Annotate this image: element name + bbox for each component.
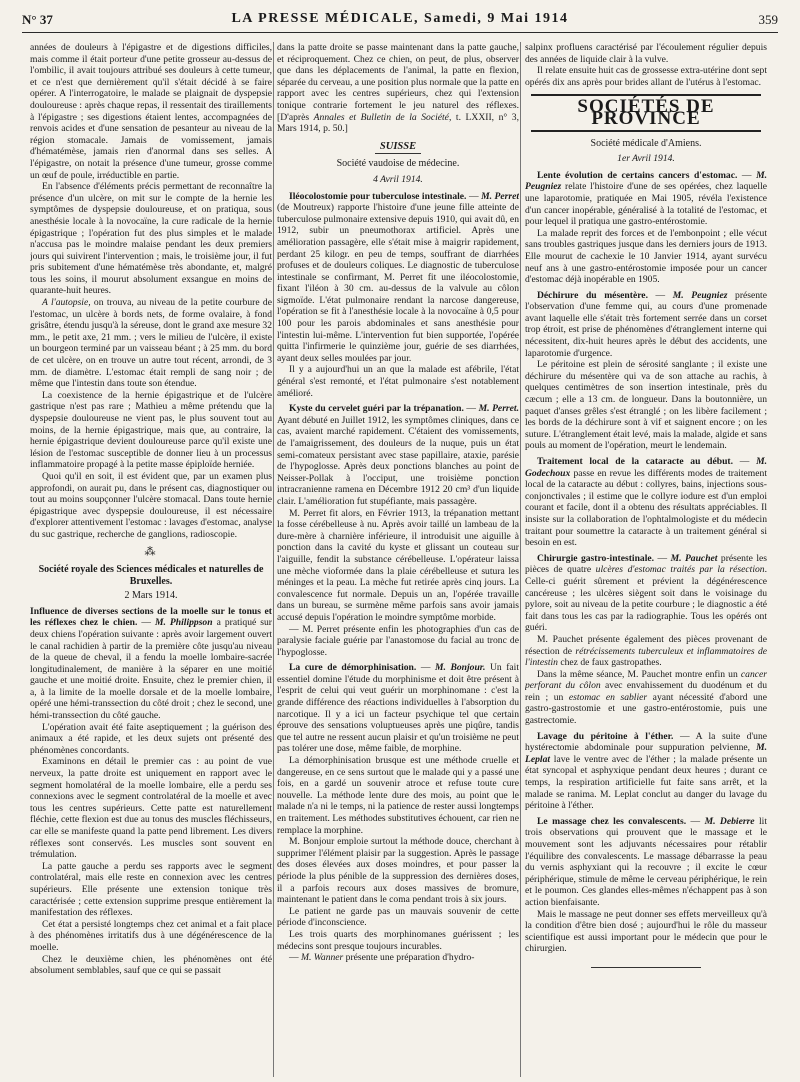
article-author: M. Bonjour.: [434, 662, 486, 674]
paragraph-text: chez de faux gastropathes.: [557, 657, 662, 669]
paragraph: [525, 669, 767, 727]
article-title: Chirurgie gastro-intestinale.: [537, 552, 655, 564]
paragraph: M. Bonjour emploie surtout la méthode douce, cherchant à supprimer l'élément plaisir par la suggestion. Après le passage des doses élevées aux doses moindres, et pour passer la période la plus pénible de la suppression des dernières doses, il a parfois recours aux doses massives de bromure, maintenant le patient dans le coma pendant trois à six jours.: [277, 836, 519, 906]
paragraph: — M. Perret présente enfin les photographies d'un cas de paralysie faciale guérie par l'anastomose du facial au tronc de l'hypoglosse.: [277, 623, 519, 658]
journal-title: LA PRESSE MÉDICALE, Samedi, 9 Mai 1914: [231, 11, 569, 26]
article-text: présente l'observation d'une femme qui, au cours d'une promenade avant laquelle elle s'était très fortement serrée dans un corset trop étroit, est prise de phénomènes d'étranglement interne qui nécessitent, dix-huit heures après le début des accidents, une laparotomie d'urgence.: [525, 289, 767, 359]
article-title: Le massage chez les convalescents.: [537, 815, 687, 827]
paragraph-text: M. Pauchet présente également des pièces provenant de résection de: [525, 633, 767, 657]
paragraph: Les trois quarts des morphinomanes guérissent ; les médecins sont presque toujours incurables.: [277, 928, 519, 952]
article: La cure de démorphinisation. — M. Bonjour. Un fait essentiel domine l'étude du morphinisme et doit être présent à l'esprit de celui qui veut guérir un morphinomane : c'est la grande différence des réactions individuelles à l'absorption du narcotique. Il y a ici un facteur psychique tel que certain éprouve des sensations voluptueuses après une piqûre, tandis que tel autre ne ressent aucun plaisir et qu'un troisième ne peut pas tolérer une dose, même faible, de morphine.: [277, 662, 519, 755]
article-text: a pratiqué sur deux chiens l'opération suivante : après avoir largement ouvert le canal rachidien à partir de la première côte jusqu'au niveau de la queue de cheval, il a fendu la moelle lombaire-sacrée longitudinalement, de manière à la séparer en une moitié gauche et une moitié droite. Ensuite, chez le premier chien, il a, à la limite de la moelle dorsale et de la moelle lombaire, opéré une hémi-transsection du côté droit ; chez le second, une hémi-transsection du côté gauche.: [30, 617, 272, 722]
article-text: (de Moutreux) rapporte l'histoire d'une jeune fille atteinte de tuberculose pulmonaire extensive depuis 1910, qui avait dû, en 1912, subir un pneumothorax artificiel. Après une amélioration passagère, elle s'était mise à maigrir rapidement, perdant 25 kilogr. en peu de temps, souffrant de diarrhées profuses et de douleurs coliques. Le diagnostic de tuberculose intestinale se confirmant, M. Perret fit une iléocolostomie, fixant l'iléon à 30 cm. au-dessus de la valvule au côlon sigmoïde. L'état pulmonaire rendant la narcose dangereuse, l'opération se fit à l'anesthésie locale à la novocaïne à 0,5 pour 100 pour les parois abdominales et sans anesthésie pour l'intestin lui-même. L'intervention fut bien supportée, l'opérée quitta l'infirmerie le quinzième jour, guérie de ses diarrhées, ayant deux selles moulées par jour.: [277, 202, 519, 364]
paragraph: [277, 42, 519, 135]
paragraph-text: dans la patte droite se passe maintenant dans la patte gauche, et réciproquement. Chez ce chien, on peut, de plus, observer que dans les déplacements de l'animal, la patte en flexion, séparée du cerveau, a une position plus normale que la patte en rapport avec les centres supérieurs, chez qui l'extension tonique contrarie fortement le jeu naturel des réflexes.: [277, 42, 519, 111]
article-text: lit trois observations qui prouvent que le massage et le mouvement sont les adjuvants nécessaires pour rétablir l'équilibre des convalescents. Le massage débarrasse la peau du vernis asphyxiant qui la recouvre ; il excite le cœur périphérique, stimule de même le cerveau périphérique, le rein et le poumon. Ces glandes elles-mêmes n'échappent pas à son action bienfaisante.: [525, 815, 767, 908]
article-title: Influence de diverses sections de la moelle sur le tonus et les réflexes chez le chien.: [30, 605, 272, 629]
article-author: M. Perret: [481, 190, 519, 202]
article-text: Un fait essentiel domine l'étude du morphinisme et doit être présent à l'esprit de celui qui veut guérir un morphinomane : c'est la grande différence des réactions individuelles à l'absorption du narcotique. Il y a ici un facteur psychique tel que certain éprouve des sensations voluptueuses après une piqûre, tandis que tel autre ne ressent aucun plaisir et qu'un troisième ne peut pas tolérer une dose, même faible, de morphine.: [277, 662, 519, 755]
article: Traitement local de la cataracte au début. — M. Godechoux passe en revue les différents modes de traitement local de la cataracte au début : collyres, bains, injections sous-conjonctivales ; il estime que le collyre iodure est d'un emploi courant et facile, dont il a obtenu des résultats appréciables. Il insiste sur la collaboration de l'ophtalmologiste et du médecin traitant pour soumettre la cataracte à un traitement général si besoin en est.: [525, 456, 767, 549]
paragraph: Mais le massage ne peut donner ses effets merveilleux qu'à la condition d'être bien dosé ; aujourd'hui le rôle du masseur scientifique est aussi important pour le médecin que pour le chirurgien.: [525, 908, 767, 955]
article-text: . Celle-ci guérit sûrement et prévient la dégénérescence cancéreuse ; les ulcères siègent soit dans le voisinage du pylore, soit au niveau de la petite courbure ; le diagnostic a été fait dans tous les cas par la radiographie. Tous les opérés ont guéri.: [525, 564, 767, 634]
paragraph: Il y a aujourd'hui un an que la malade est afébrile, l'état général s'est remonté, et l'état pulmonaire s'est notablement amélioré.: [277, 364, 519, 399]
society-date: 1er Avril 1914.: [617, 153, 675, 165]
page-number: 359: [758, 12, 778, 27]
article-text: présente les pièces de quatre: [525, 552, 767, 576]
article-author: M. Pauchet: [670, 552, 718, 564]
article: Chirurgie gastro-intestinale. — M. Pauchet présente les pièces de quatre ulcères d'estomac traités par la résection. Celle-ci guérit sûrement et prévient la dégénérescence cancéreuse ; les ulcères siègent soit dans le voisinage du pylore, soit au niveau de la petite courbure ; le diagnostic a été fait dans tous les cas par la radiographie. Tous les opérés ont guéri.: [525, 552, 767, 634]
paragraph: Examinons en détail le premier cas : au point de vue nerveux, la patte droite est uniquement en rapport avec le segment homolatéral de la moelle lombaire, elle a perdu ses connexions avec le segment controlatéral de la moelle et avec tous les centres supérieurs. Cette patte est naturellement fléchie, cette flexion est due au tonus des muscles fléchisseurs, car elle se manifeste quand la patte pend librement. Les divers réflexes sont conservés. Les muscles sont souvent en trémulation.: [30, 756, 272, 861]
article-author: M. Peugniez: [672, 289, 728, 301]
paragraph: Chez le deuxième chien, les phénomènes ont été absolument semblables, sauf que ce qui se passait: [30, 953, 272, 977]
article-title: Traitement local de la cataracte au début.: [537, 456, 734, 467]
inline-emphasis: A l'autopsie,: [42, 297, 91, 309]
section-title: SOCIÉTÉS DE PROVINCE: [531, 94, 761, 131]
society-date: 4 Avril 1914.: [373, 173, 423, 185]
paragraph-text: Dans la même séance, M. Pauchet montre enfin un: [537, 668, 741, 680]
article-title: La cure de démorphinisation.: [289, 662, 417, 674]
heading-rule: [375, 153, 421, 154]
article-title: Iléocolostomie pour tuberculose intestinale.: [289, 190, 467, 202]
article: Iléocolostomie pour tuberculose intestinale. — M. Perret (de Moutreux) rapporte l'histoire d'une jeune fille atteinte de tuberculose pulmonaire extensive depuis 1910, qui avait dû, en 1912, subir un pneumothorax artificiel. Après une amélioration passagère, elle s'était mise à maigrir rapidement, perdant 25 kilogr. en peu de temps, souffrant de diarrhées profuses et de douleurs coliques. Le diagnostic de tuberculose intestinale se confirmant, M. Perret fit une iléocolostomie, fixant l'iléon à 30 cm. au-dessus de la valvule au côlon sigmoïde. L'état pulmonaire rendant la narcose dangereuse, l'opération se fit à l'anesthésie locale à la novocaïne à 0,5 pour 100 pour les parois abdominales et sans anesthésie pour l'intestin lui-même. L'intervention fut bien supportée, l'opérée quitta l'infirmerie le quinzième jour, guérie de ses diarrhées, ayant deux selles moulées par jour.: [277, 190, 519, 364]
inline-emphasis: ulcères d'estomac traités par la résection: [595, 564, 765, 576]
paragraph: [277, 952, 519, 964]
article-author: M. Perret.: [478, 403, 519, 415]
article: [30, 606, 272, 722]
column-divider: [273, 42, 274, 1077]
inline-emphasis: estomac en sablier: [568, 691, 648, 703]
section-ornament: ⁂: [144, 545, 158, 558]
paragraph: M. Perret fit alors, en Février 1913, la trépanation mettant la fosse cérébelleuse à nu. Après avoir taillé un lambeau de la dure-mère à charnière inférieure, il introduisit une aiguille à ponction dans la cavité du kyste et glissant un couteau sur l'aiguille, fendit la substance cérébelleuse. L'opérateur laissa une mèche vioformée dans la plaie cérébelleuse et sutura les méninges et la peau. La mèche fut retirée après cinq jours. La convalescence fut normale. Depuis un an, l'opérée travaille dans un bureau, se surmène même parfois sans avoir jamais accusé depuis l'opération le moindre symptôme morbide.: [277, 507, 519, 623]
column-divider: [520, 42, 521, 1077]
article-text: passe en revue les différents modes de traitement local de la cataracte au début : collyres, bains, injections sous-conjonctivales ; il estime que le collyre iodure est d'un emploi courant et facile, dont il a obtenu des résultats appréciables. Il insiste sur la collaboration de l'ophtalmologiste et du médecin traitant pour soumettre la cataracte à un traitement général si besoin en est.: [525, 467, 767, 549]
article: Lente évolution de certains cancers d'estomac. — M. Peugniez relate l'histoire d'une de ses opérées, chez laquelle une laparotomie, pratiquée en Mai 1905, révéla l'existence d'un cancer inopérable, généralisé à la totalité de l'estomac, et pour lequel il pratiqua une gastro-entérostomie.: [525, 169, 767, 228]
inline-emphasis: rétrécissements tuberculeux et inflammatoires de l'intestin: [525, 645, 767, 669]
paragraph: Le péritoine est plein de sérosité sanglante ; il existe une déchirure du mésentère qui va de son attache au rachis, à quelques centimètres de son insertion intestinale, près du cæcum ; elle a 13 cm. de longueur. Dans la boutonnière, un paquet d'anses grêles s'est étranglé ; on les libère facilement ; les bords de la déchirure sont à vif et saignent encore ; on les suture. L'étranglement était levé, mais la malade, algide et sans pouls au moment de l'opération, meurt le lendemain.: [525, 359, 767, 452]
paragraph: Le patient ne garde pas un mauvais souvenir de cette période d'inconscience.: [277, 905, 519, 929]
reference-source: Annales et Bulletin de la Société: [313, 111, 449, 123]
article-author: M. Debierre: [704, 815, 755, 827]
article: Lavage du péritoine à l'éther. — A la suite d'une hystérectomie abdominale pour suppuration pelvienne, M. Leplat lave le ventre avec de l'éther ; la malade présente un état syncopal et asphyxique pendant deux heures ; durant ce temps, la respiration artificielle fut faite sans arrêt, et la malade se ranima. M. Leplat conclut au danger du lavage du péritoine à l'éther.: [525, 730, 767, 812]
paragraph-text: —: [289, 952, 301, 964]
issue-number: N° 37: [22, 12, 53, 27]
article-author: M. Wanner: [301, 952, 344, 964]
society-date: 2 Mars 1914.: [124, 590, 178, 602]
article: Kyste du cervelet guéri par la trépanation. — M. Perret. Ayant débuté en Juillet 1912, les symptômes cliniques, dans ce cas, avaient marché rapidement. C'étaient des vomissements, de l'amaigrissement, des douleurs de la nuque, puis un état semi-comateux persistant avec stase papillaire, ataxie, parésie de l'hypoglosse. Après deux ponctions blanches au point de Neisser-Pollak à l'occiput, une troisième ponction intracranienne ramena en Décembre 1912 20 cm³ d'un liquide clair. L'amélioration fut stupéfiante, mais passagère.: [277, 403, 519, 507]
society-title: Société médicale d'Amiens.: [590, 137, 702, 149]
end-rule: [591, 967, 701, 968]
paragraph: En l'absence d'éléments précis permettant de reconnaître la présence d'un ulcère, on mit sur le compte de la hernie les symptômes de dyspepsie douloureuse, et on pratiqua, sous anesthésie locale à la novocaïne, la cure radicale de la hernie épigastrique ; l'opération fut des plus simples et le malade n'accusa pas le moindre malaise pendant les deux premiers jours qui suivirent l'intervention ; mais, le troisième jour, il fut pris subitement d'une hématémèse très abondante, et, malgré tous les soins, il mourut absolument exsangue en moins de quarante-huit heures.: [30, 181, 272, 297]
paragraph: Il relate ensuite huit cas de grossesse extra-utérine dont sept opérés dix ans après pour brides allant de l'utérus à l'estomac.: [525, 65, 767, 88]
paragraph: Cet état a persisté longtemps chez cet animal et a fait place à des phénomènes irritatifs dus à une dégénérescence de la moelle.: [30, 918, 272, 953]
article-author: M. Peugniez: [525, 169, 767, 193]
paragraph-text: avec envahissement du duodénum et du rein ; un: [525, 680, 767, 703]
society-title: Société royale des Sciences médicales et naturelles de Bruxelles.: [38, 564, 264, 588]
article-title: Lente évolution de certains cancers d'estomac.: [537, 169, 738, 181]
paragraph: salpinx profluens caractérisé par l'écoulement régulier depuis des années de liquide clair à la vulve.: [525, 42, 767, 65]
article-title: Lavage du péritoine à l'éther.: [537, 730, 674, 742]
inline-emphasis: cancer perforant du côlon: [525, 668, 767, 692]
separator: —: [137, 617, 155, 629]
article-author: M. Philippson: [154, 617, 213, 629]
paragraph: L'opération avait été faite aseptiquement ; la guérison des animaux a été rapide, et les deux sujets ont présenté des phénomènes concordants.: [30, 721, 272, 756]
column-right: [525, 42, 767, 1077]
article-author: M. Leplat: [525, 742, 767, 765]
paragraph-text: on trouva, au niveau de la petite courbure de l'estomac, un ulcère à bords nets, de forme ovalaire, à fond grisâtre, étendu jusqu'à la séreuse, dont le grand axe mesure 32 mm., le petit axe, 21 mm. ; vers le milieu de l'ulcère, il existe un bourgeon terminé par un vaisseau béant ; à 25 mm. du bord de cet ulcère, on en trouve un autre tout récent, arrondi, de 3 mm. de diamètre. L'estomac était rempli de sang noir ; de même que l'intestin dans toute son étendue.: [30, 297, 272, 390]
paragraph: années de douleurs à l'épigastre et de digestions difficiles, mais comme il était porteur d'une petite grosseur au-dessus de l'ombilic, il avait toujours attribué ses douleurs à cette tumeur, et ce n'est que dernièrement qu'il s'était décidé à se faire opérer. A l'interrogatoire, le malade se plaignait de dyspepsie douloureuse : après chaque repas, il ressentait des tiraillements à l'épigastre ; ses digestions étaient lentes, accompagnées de renvois acides et d'une sensation de pesanteur au niveau de la région stomacale. Jamais de vomissement, jamais d'hématémèse, jamais rien d'anormal dans ses selles. A l'épigastre, on notait la présence d'une tumeur, grosse comme un œuf de poule, irréductible en partie.: [30, 42, 272, 181]
article-text: Ayant débuté en Juillet 1912, les symptômes cliniques, dans ce cas, avaient marché rapidement. C'étaient des vomissements, de l'amaigrissement, des douleurs de la nuque, puis un état semi-comateux persistant avec stase papillaire, ataxie, parésie de l'hypoglosse. Après deux ponctions blanches au point de Neisser-Pollak à l'occiput, une troisième ponction intracranienne ramena en Décembre 1912 20 cm³ d'un liquide clair. L'amélioration fut stupéfiante, mais passagère.: [277, 414, 519, 507]
paragraph: La coexistence de la hernie épigastrique et de l'ulcère gastrique n'est pas rare ; Mathieu a même prétendu que la dyspepsie douloureuse ne vient pas, le plus souvent tout au moins, de la hernie épigastrique, mais que, au contraire, la hernie épigastrique devient douloureuse parce qu'il existe une lésion de l'estomac susceptible de donner lieu à un processus inflammatoire propagé à la petite masse épiploïde herniée.: [30, 389, 272, 471]
reference-text: [D'après: [277, 111, 314, 123]
running-header: [22, 10, 778, 33]
paragraph-text: présente une préparation d'hydro-: [343, 952, 475, 964]
reference-text: , t. LXXII, n° 3, Mars 1914, p. 50.]: [277, 111, 519, 135]
article-text: A la suite d'une hystérectomie abdominale pour suppuration pelvienne,: [525, 730, 767, 754]
article-text: relate l'histoire d'une de ses opérées, chez laquelle une laparotomie, pratiquée en Mai 1905, révéla l'existence d'un cancer inopérable, généralisé à la totalité de l'estomac, et pour lequel il pratiqua une gastro-entérostomie.: [525, 181, 767, 228]
article-text: lave le ventre avec de l'éther ; la malade présente un état syncopal et asphyxique pendant deux heures ; durant ce temps, la respiration artificielle fut faite sans arrêt, et la malade se ranima. M. Leplat conclut au danger du lavage du péritoine à l'éther.: [525, 753, 767, 812]
paragraph-text: ayant nécessité d'abord une gastro-gastrostomie et une gastro-entérostomie, puis une gastrectomie.: [525, 691, 767, 727]
society-title: Société vaudoise de médecine.: [336, 158, 460, 170]
paragraph: La malade reprit des forces et de l'embonpoint ; elle vécut sans troubles gastriques jusque dans les derniers jours de 1913. Elle mourut de cachexie le 10 Janvier 1914, ayant survécu neuf ans à une gastro-entérostomie imposée pour un cancer d'estomac déjà inopérable en 1905.: [525, 227, 767, 286]
paragraph: Quoi qu'il en soit, il est évident que, par un examen plus approfondi, on aurait pu, dans le présent cas, diagnostiquer ou tout au moins soupçonner l'ulcère stomacal. Dans toute hernie épigastrique avec dyspepsie douloureuse, il est nécessaire d'explorer attentivement l'estomac : lavages d'estomac, analyse du suc gastrique, recherche de ganglions, radioscopie.: [30, 470, 272, 540]
paragraph: La patte gauche a perdu ses rapports avec le segment controlatéral, mais elle reste en connexion avec les centres supérieurs. Elle présente une extension tonique très caractérisée ; cette extension supprime presque entièrement la manifestation des réflexes.: [30, 860, 272, 919]
country-heading: SUISSE: [379, 140, 417, 152]
paragraph: [525, 634, 767, 669]
article: Le massage chez les convalescents. — M. Debierre lit trois observations qui prouvent que le massage et le mouvement sont les adjuvants nécessaires pour rétablir l'équilibre des convalescents. Le massage débarrasse la peau du vernis asphyxiant qui la recouvre ; il excite le cœur périphérique, stimule de même le cerveau périphérique, le rein et le poumon. Ces glandes elles-mêmes n'échappent pas à son action bienfaisante.: [525, 815, 767, 908]
article-author: M. Godechoux: [525, 456, 767, 479]
column-middle: [277, 42, 519, 1077]
article-title: Kyste du cervelet guéri par la trépanation.: [289, 403, 464, 415]
article: Déchirure du mésentère. — M. Peugniez présente l'observation d'une femme qui, au cours d'une promenade avant laquelle elle s'était très fortement serrée dans un corset trop étroit, est prise de phénomènes d'étranglement interne qui nécessitent, dix-huit heures après le début des accidents, une laparotomie d'urgence.: [525, 289, 767, 359]
article-title: Déchirure du mésentère.: [537, 289, 648, 301]
paragraph: [30, 297, 272, 390]
paragraph: La démorphinisation brusque est une méthode cruelle et dangereuse, en ce sens surtout que le malade qui y a passé une fois, en a gardé un souvenir atroce et refuse toute cure nouvelle. La méthode lente dure des mois, au point que le malade n'a ni le temps, ni la patience de rester aussi longtemps en traitement. Les méthodes substitutives échouent, car rien ne remplace la morphine.: [277, 755, 519, 836]
column-left: [30, 42, 272, 1077]
